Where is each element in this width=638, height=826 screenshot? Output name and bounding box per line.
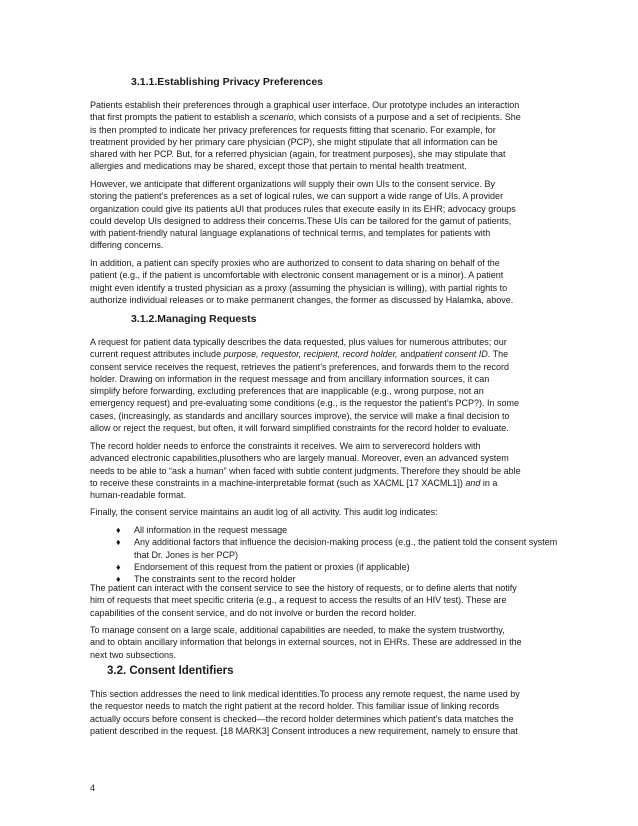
text-line: storing the patient’s preferences as a set of logical rules, we can support a wide range of UIs. A provider [90, 191, 504, 202]
section-heading-3-1-2: 3.1.2.Managing Requests [131, 313, 257, 325]
text-line: However, we anticipate that different organizations will supply their own UIs to the consent service. By [90, 179, 496, 189]
list-item [90, 524, 560, 536]
audit-log-list [90, 524, 560, 585]
paragraph-proxies [90, 257, 550, 306]
text-line: the requestor needs to match the right patient at the record holder. This familiar issue of linking records [90, 701, 500, 712]
diamond-bullet-icon: ♦ [116, 561, 121, 572]
section-heading-3-1-1: 3.1.1.Establishing Privacy Preferences [131, 76, 324, 88]
italic-text: purpose, requestor, recipient, record holder, [223, 349, 398, 360]
text-line: him of requests that meet specific criteria (e.g., a request to access the results of an HIV test). These are [90, 595, 507, 606]
text-line: is then prompted to indicate her privacy preferences for requests fitting that scenario. For example, for [90, 124, 496, 135]
text-line: actually occurs before consent is checked—the record holder determines which patient’s data matches the [90, 713, 514, 724]
text-segment: to receive these constraints in a machine-interpretable format (such as XACML [17 XACML1]) [90, 477, 466, 488]
list-item-text: Any additional factors that influence the decision-making process (e.g., the patient told the consent system that Dr. Jones is her PCP) [134, 537, 558, 560]
text-line: and to obtain ancillary information that belongs in external sources, not in EHRs. These are addressed in the [90, 637, 522, 648]
text-line: capabilities of the consent service, and do not involve or burden the record holder. [90, 607, 417, 618]
text-line: The patient can interact with the consent service to see the history of requests, or to define alerts that notify [90, 583, 517, 593]
text-line: patient (e.g., if the patient is uncomfortable with electronic consent management or is a minor). A patient [90, 270, 504, 281]
paragraph-consent-history [90, 582, 550, 619]
text-line: differing concerns. [90, 240, 164, 251]
text-line: could develop UIs designed to address their concerns.These UIs can be tailored for the gamut of patients, [90, 215, 512, 226]
text-line: Finally, the consent service maintains an audit log of all activity. This audit log indicates: [90, 507, 438, 517]
text-line: shared with her PCP. But, for a referred physician (again, for treatment purposes), she may stipulate that [90, 149, 506, 160]
list-item [90, 561, 560, 573]
italic-text: and [465, 477, 481, 488]
text-segment: , which consists of a purpose and a set of recipients. She [293, 112, 521, 123]
diamond-bullet-icon: ♦ [116, 525, 121, 535]
text-segment: current request attributes include [90, 349, 224, 360]
italic-text: scenario [259, 112, 294, 123]
text-line: simplify before forwarding, excluding preferences that are inapplicable (e.g., wrong purpose, not an [90, 386, 484, 397]
section-heading-3-2: 3.2. Consent Identifiers [107, 665, 234, 677]
text-line: with patient-friendly natural language explanations of technical terms, and templates for patients with [90, 228, 491, 239]
text-line: might even identify a trusted physician as a proxy (assuming the physician is willing), with partial rights to [90, 282, 508, 293]
text-line: organization could give its patients aUI that produces rules that execute easily in its EHR; advocacy groups [90, 203, 516, 214]
text-line: Patients establish their preferences through a graphical user interface. Our prototype includes an interaction [90, 100, 520, 110]
paragraph-privacy-ui [90, 99, 550, 173]
paragraph-record-holder [90, 440, 550, 501]
text-line: patient described in the request. [18 MARK3] Consent introduces a new requirement, namely to ensure that [90, 725, 518, 736]
list-item-text: The constraints sent to the record holder [134, 574, 296, 585]
text-line: allow or reject the request, but often, it will forward simplified constraints for the record holder to evaluate. [90, 423, 509, 434]
text-line: In addition, a patient can specify proxies who are authorized to consent to data sharing on behalf of the [90, 258, 500, 268]
list-item-text: All information in the request message [134, 525, 288, 535]
text-line: This section addresses the need to link medical identities.To process any remote request, the name used by [90, 689, 520, 699]
page-number: 4 [90, 783, 96, 793]
text-line [90, 111, 550, 123]
text-line: needs to be able to “ask a human” when faced with subtle content judgments. Therefore they should be able [90, 465, 521, 476]
text-line: authorize individual releases or to make permanent changes, the former as discussed by Halamka, above. [90, 294, 514, 305]
italic-text: patient consent ID [415, 349, 488, 360]
text-line [90, 348, 550, 360]
text-line: holder. Drawing on information in the request message and from ancillary information sources, it can [90, 373, 490, 384]
text-line: treatment provided by her primary care physician (PCP), she might stipulate that all information can be [90, 136, 498, 147]
paragraph-audit-log [90, 506, 550, 518]
text-line: cases, (increasingly, as standards and ancillary sources improve), the service will make a final decision to [90, 410, 510, 421]
text-segment: in a [480, 477, 498, 488]
text-line: consent service receives the request, retrieves the patient’s preferences, and forwards them to the record [90, 361, 510, 372]
text-line [90, 477, 550, 489]
diamond-bullet-icon: ♦ [116, 537, 121, 548]
text-line: To manage consent on a large scale, additional capabilities are needed, to make the system trustworthy, [90, 625, 505, 635]
list-item [90, 536, 560, 561]
paragraph-organization-uis [90, 178, 550, 252]
text-line: next two subsections. [90, 649, 177, 660]
text-line: allergies and medications may be shared, except those that pertain to mental health treatment. [90, 161, 467, 172]
paragraph-consent-identifiers [90, 688, 550, 737]
list-item-text: Endorsement of this request from the patient or proxies (if applicable) [134, 561, 410, 572]
text-segment: that first prompts the patient to establish a [90, 112, 260, 123]
text-segment: and [397, 349, 416, 360]
text-line: emergency request) and pre-evaluating some conditions (e.g., is the requestor the patient’s PCP?). In some [90, 398, 520, 409]
text-line: human-readable format. [90, 490, 187, 501]
text-line: The record holder needs to enforce the constraints it receives. We aim to serverecord holders with [90, 441, 481, 451]
paragraph-request-attributes [90, 336, 550, 434]
text-line: advanced electronic capabilities,plusothers who are largely manual. Moreover, even an advanced system [90, 453, 509, 464]
text-segment: . The [487, 349, 509, 360]
diamond-bullet-icon: ♦ [116, 574, 121, 585]
text-line: A request for patient data typically describes the data requested, plus values for numerous attributes; our [90, 337, 507, 347]
paragraph-large-scale [90, 624, 550, 661]
